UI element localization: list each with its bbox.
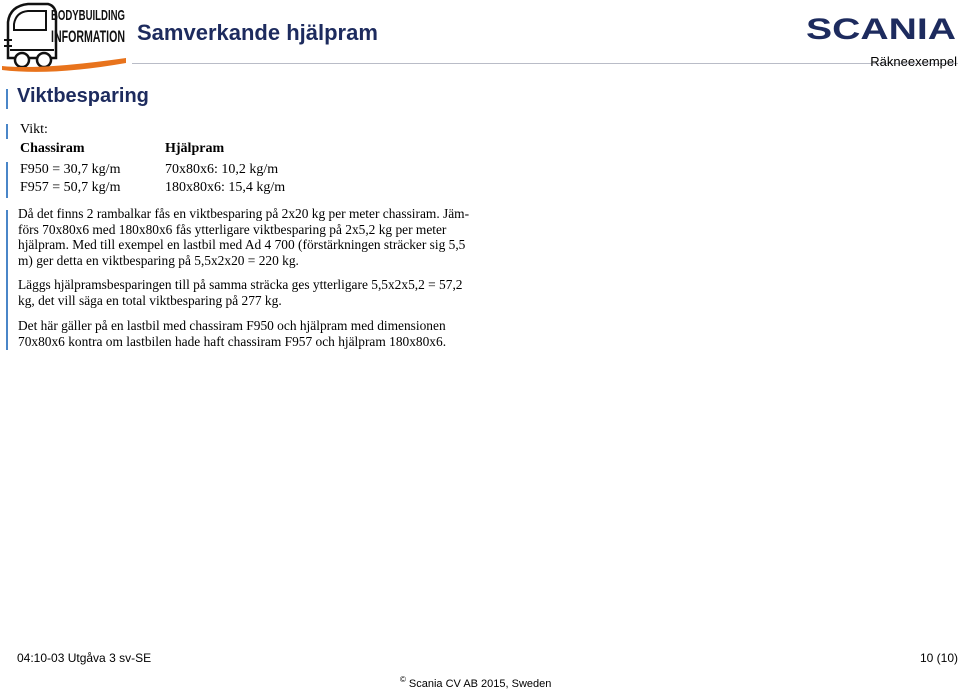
table-cell: 180x80x6: 15,4 kg/m <box>165 180 286 195</box>
weight-label: Vikt: <box>20 122 48 137</box>
body-paragraph: Läggs hjälpramsbesparingen till på samma sträcka ges ytterligare 5,5x2x5,2 = 57,2 kg, det vill säga en total viktbesparing på 277 kg. <box>18 277 463 308</box>
body-paragraph: Då det finns 2 rambalkar fås en viktbesparing på 2x20 kg per meter chassiram. Jäm-förs 70x80x6 med 180x80x6 fås ytterligare viktbesparing på 2x5,2 kg per meter hjälpram. Med till exempel en lastbil med Ad 4 700 (förstärkningen sträcker sig 5,5 m) ger detta en viktbesparing på 5,5x2x20 = 220 kg. <box>18 206 470 268</box>
footer-page-number: 10 (10) <box>919 651 958 665</box>
change-bar <box>6 210 8 350</box>
bodybuilding-information-logo <box>2 0 128 72</box>
header-divider <box>132 63 958 64</box>
change-bar <box>6 89 8 109</box>
table-header-subframe: Hjälpram <box>165 141 225 156</box>
logo-text-line1: BODYBUILDING <box>51 7 125 24</box>
copyright-symbol: © <box>400 675 406 684</box>
footer-copyright <box>400 675 551 690</box>
copyright-text: Scania CV AB 2015, Sweden <box>408 678 552 690</box>
table-cell: F950 = 30,7 kg/m <box>20 162 121 177</box>
footer-document-id: 04:10-03 Utgåva 3 sv-SE <box>17 651 152 665</box>
change-bar <box>6 162 8 198</box>
scania-logo-text: SCANIA <box>806 13 956 46</box>
logo-text-line2: INFORMATION <box>51 27 125 46</box>
table-cell: 70x80x6: 10,2 kg/m <box>165 162 279 177</box>
table-header-chassis-frame: Chassiram <box>20 141 85 156</box>
change-bar <box>6 124 8 139</box>
section-title: Viktbesparing <box>17 85 149 107</box>
page-title: Samverkande hjälpram <box>137 20 378 45</box>
scania-logo <box>806 12 956 46</box>
body-paragraph: Det här gäller på en lastbil med chassiram F950 och hjälpram med dimensionen 70x80x6 kontra om lastbilen hade haft chassiram F957 och hjälpram 180x80x6. <box>18 318 447 349</box>
table-cell: F957 = 50,7 kg/m <box>20 180 121 195</box>
page-subtitle: Räkneexempel <box>870 54 957 69</box>
